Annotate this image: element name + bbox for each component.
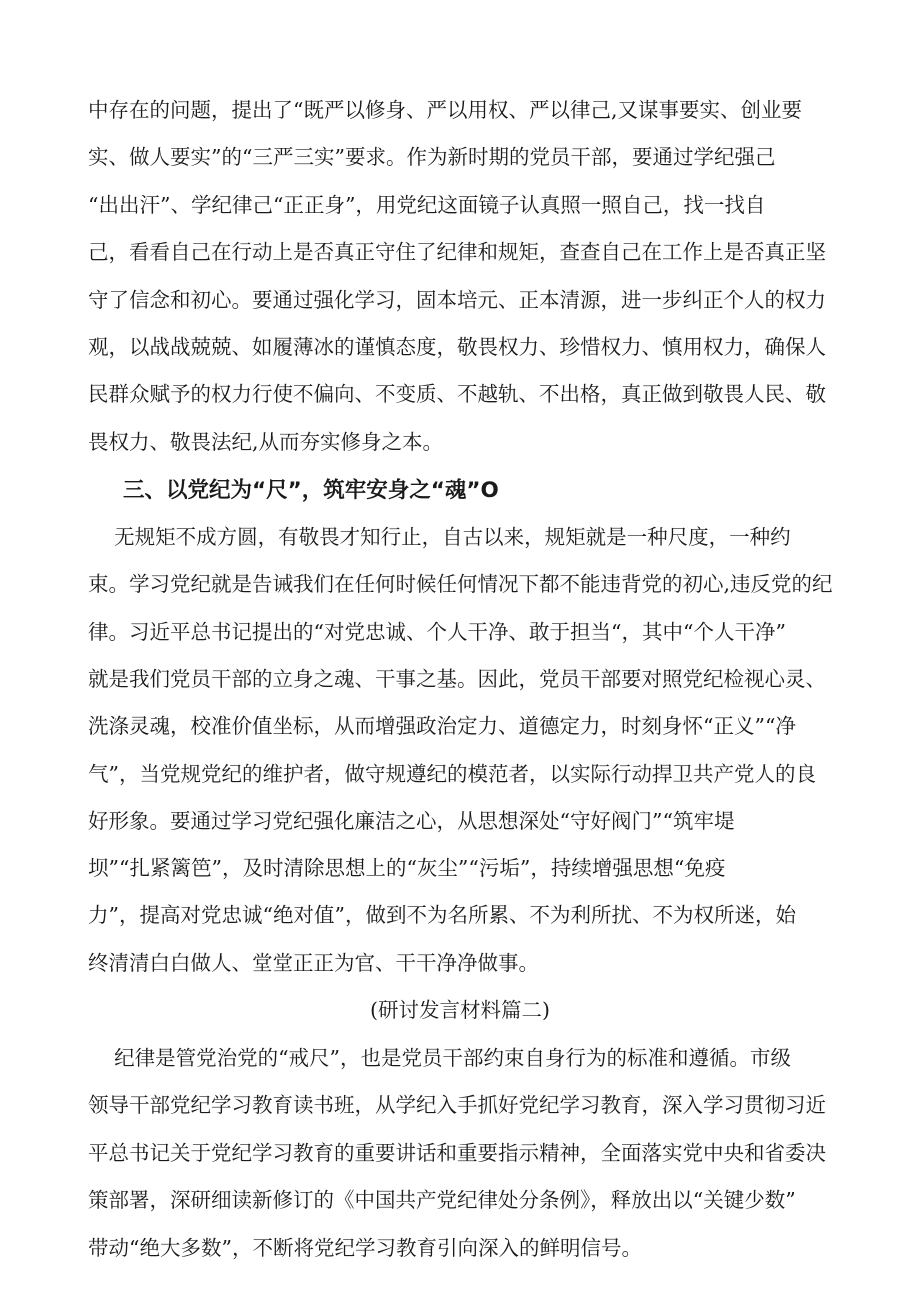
text-line: 洗涤灵魂，校准价值坐标，从而增强政治定力、道德定力，时刻身怀“正义”“净	[88, 714, 796, 738]
section-subtitle: (研讨发言材料篇二)	[370, 998, 550, 1022]
section-heading: 三、以党纪为“尺”，筑牢安身之“魂”O	[123, 478, 499, 503]
text-line: 纪律是管党治党的“戒尺”，也是党员干部约束自身行为的标准和遵循。市级	[88, 1046, 792, 1070]
text-line: “出出汗”、学纪律己“正正身”，用党纪这面镜子认真照一照自己，找一找自	[88, 193, 766, 217]
text-line: 气”，当党规党纪的维护者，做守规遵纪的模范者，以实际行动捍卫共产党人的良	[88, 762, 816, 786]
text-line: 实、做人要实”的“三严三实”要求。作为新时期的党员干部，要通过学纪强己	[88, 145, 776, 169]
text-line: 观，以战战兢兢、如履薄冰的谨慎态度，敬畏权力、珍惜权力、慎用权力，确保人	[88, 335, 826, 359]
text-line: 带动“绝大多数”，不断将党纪学习教育引向深入的鲜明信号。	[88, 1236, 642, 1260]
text-line: 领导干部党纪学习教育读书班，从学纪入手抓好党纪学习教育，深入学习贯彻习近	[88, 1093, 826, 1117]
text-line: 中存在的问题，提出了“既严以修身、严以用权、严以律己,又谋事要实、创业要	[88, 98, 802, 122]
text-line: 束。学习党纪就是告诫我们在任何时候任何情况下都不能违背党的初心,违反党的纪	[88, 572, 833, 596]
text-line: 民群众赋予的权力行使不偏向、不变质、不越轨、不出格，真正做到敬畏人民、敬	[88, 382, 826, 406]
text-line: 己，看看自己在行动上是否真正守住了纪律和规矩，查查自己在工作上是否真正坚	[88, 240, 826, 264]
text-line: 坝”“扎紧篱笆”，及时清除思想上的“灰尘”“污垢”，持续增强思想“免疫	[88, 856, 726, 880]
text-line: 畏权力、敬畏法纪,从而夯实修身之本。	[88, 430, 444, 454]
text-line: 终清清白白做人、堂堂正正为官、干干净净做事。	[88, 951, 539, 975]
text-line: 律。习近平总书记提出的“对党忠诚、个人干净、敢于担当“，其中“个人干净”	[88, 620, 786, 644]
text-line: 策部署，深研细读新修订的《中国共产党纪律处分条例》，释放出以“关键少数”	[88, 1188, 796, 1212]
text-line: 平总书记关于党纪学习教育的重要讲话和重要指示精神，全面落实党中央和省委决	[88, 1141, 826, 1165]
text-line: 好形象。要通过学习党纪强化廉洁之心，从思想深处“守好阀门”“筑牢堤	[88, 809, 735, 833]
text-line: 就是我们党员干部的立身之魂、干事之基。因此，党员干部要对照党纪检视心灵、	[88, 667, 826, 691]
text-line: 守了信念和初心。要通过强化学习，固本培元、正本清源，进一步纠正个人的权力	[88, 288, 826, 312]
text-line: 力”，提高对党忠诚“绝对值”，做到不为名所累、不为利所扰、不为权所迷，始	[88, 903, 796, 927]
text-line: 无规矩不成方圆，有敬畏才知行止，自古以来，规矩就是一种尺度，一种约	[88, 525, 791, 549]
